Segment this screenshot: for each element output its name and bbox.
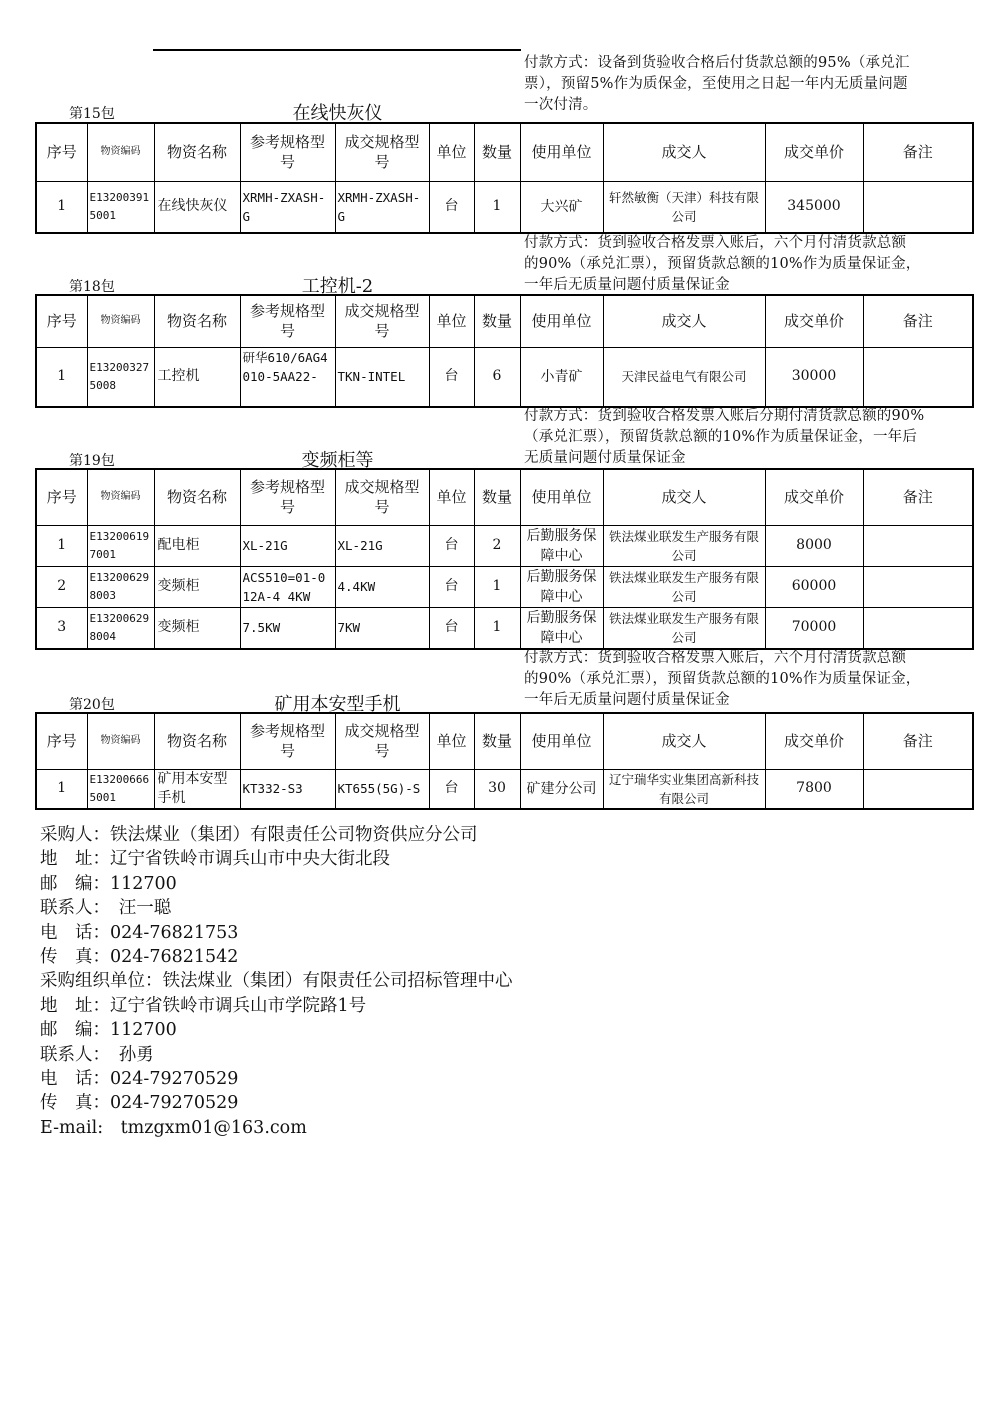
organizer-line: 采购组织单位：铁法煤业（集团）有限责任公司招标管理中心	[40, 971, 513, 992]
cell-no: 1	[36, 769, 87, 809]
cell-ref-spec: XL-21G	[240, 525, 335, 566]
header-ref-spec: 参考规格型号	[240, 295, 335, 347]
cell-name: 矿用本安型手机	[154, 769, 240, 809]
cell-qty: 1	[474, 566, 520, 607]
cell-no: 1	[36, 181, 87, 233]
header-price: 成交单价	[765, 713, 863, 769]
header-price: 成交单价	[765, 295, 863, 347]
cell-ref-spec: 7.5KW	[240, 607, 335, 649]
header-vendor: 成交人	[603, 713, 765, 769]
table-header	[36, 713, 973, 769]
header-deal-spec: 成交规格型号	[335, 295, 429, 347]
header-qty: 数量	[474, 713, 520, 769]
header-price: 成交单价	[765, 469, 863, 525]
purchaser-postcode: 邮 编：112700	[40, 873, 177, 894]
cell-deal-spec: 7KW	[335, 607, 429, 649]
header-name: 物资名称	[154, 469, 240, 525]
items-table	[35, 122, 974, 234]
header-user: 使用单位	[520, 295, 603, 347]
table-row	[36, 181, 973, 233]
cell-code: E132006298004	[87, 607, 154, 649]
header-remark: 备注	[863, 713, 973, 769]
organizer-postcode: 邮 编：112700	[40, 1020, 177, 1041]
cell-ref-spec: ACS510=01-012A-4 4KW	[240, 566, 335, 607]
cell-user: 小青矿	[520, 347, 603, 407]
cell-remark	[863, 566, 973, 607]
cell-remark	[863, 607, 973, 649]
cell-deal-spec: XRMH-ZXASH-G	[335, 181, 429, 233]
cell-name: 变频柜	[154, 566, 240, 607]
purchaser-fax: 传 真：024-76821542	[40, 947, 239, 968]
header-unit: 单位	[429, 295, 474, 347]
package-title: 在线快灰仪	[292, 103, 383, 124]
header-unit: 单位	[429, 123, 474, 181]
header-code: 物资编码	[87, 123, 154, 181]
cell-price: 345000	[765, 181, 863, 233]
header-ref-spec: 参考规格型号	[240, 713, 335, 769]
cell-deal-spec: XL-21G	[335, 525, 429, 566]
header-deal-spec: 成交规格型号	[335, 713, 429, 769]
cell-deal-spec: KT655(5G)-S	[335, 769, 429, 809]
table-header	[36, 295, 973, 347]
cell-vendor: 辽宁瑞华实业集团高新科技有限公司	[603, 769, 765, 809]
header-ref-spec: 参考规格型号	[240, 469, 335, 525]
header-no: 序号	[36, 295, 87, 347]
cell-code: E132006665001	[87, 769, 154, 809]
header-unit: 单位	[429, 713, 474, 769]
cell-deal-spec: TKN-INTEL	[335, 347, 429, 407]
cell-deal-spec: 4.4KW	[335, 566, 429, 607]
cell-qty: 1	[474, 181, 520, 233]
package-number: 第15包	[69, 106, 115, 122]
cell-ref-spec: 研华610/6AG4010-5AA22-	[240, 347, 335, 407]
items-table	[35, 468, 974, 650]
header-remark: 备注	[863, 469, 973, 525]
header-no: 序号	[36, 713, 87, 769]
cell-remark	[863, 769, 973, 809]
organizer-email[interactable]: E-mail: tmzgxm01@163.com	[40, 1117, 307, 1138]
cell-remark	[863, 181, 973, 233]
cell-price: 8000	[765, 525, 863, 566]
purchaser-line: 采购人：铁法煤业（集团）有限责任公司物资供应分公司	[40, 825, 478, 845]
table-row	[36, 566, 973, 607]
payment-terms: 付款方式：设备到货验收合格后付货款总额的95%（承兑汇 票），预留5%作为质保金，至使用之日起一年内无质量问题 一次付清。	[524, 55, 910, 113]
cell-qty: 30	[474, 769, 520, 809]
table-header	[36, 469, 973, 525]
cell-name: 变频柜	[154, 607, 240, 649]
header-user: 使用单位	[520, 713, 603, 769]
cell-price: 7800	[765, 769, 863, 809]
purchaser-address: 地 址：辽宁省铁岭市调兵山市中央大街北段	[40, 849, 390, 870]
items-table	[35, 294, 974, 408]
header-vendor: 成交人	[603, 469, 765, 525]
cell-vendor: 轩然敏衡（天津）科技有限公司	[603, 181, 765, 233]
cell-vendor: 铁法煤业联发生产服务有限公司	[603, 566, 765, 607]
header-price: 成交单价	[765, 123, 863, 181]
header-vendor: 成交人	[603, 295, 765, 347]
cell-no: 3	[36, 607, 87, 649]
table-row	[36, 525, 973, 566]
header-qty: 数量	[474, 295, 520, 347]
cell-qty: 1	[474, 607, 520, 649]
header-name: 物资名称	[154, 123, 240, 181]
cell-code: E132003915001	[87, 181, 154, 233]
package-title: 工控机-2	[301, 276, 374, 297]
cell-name: 在线快灰仪	[154, 181, 240, 233]
table-row	[36, 769, 973, 809]
cell-ref-spec: XRMH-ZXASH-G	[240, 181, 335, 233]
cell-user: 后勤服务保障中心	[520, 607, 603, 649]
header-no: 序号	[36, 469, 87, 525]
package-number: 第20包	[69, 697, 115, 713]
organizer-address: 地 址：辽宁省铁岭市调兵山市学院路1号	[40, 995, 367, 1016]
table-header	[36, 123, 973, 181]
header-user: 使用单位	[520, 123, 603, 181]
cell-no: 1	[36, 525, 87, 566]
header-name: 物资名称	[154, 713, 240, 769]
header-name: 物资名称	[154, 295, 240, 347]
header-qty: 数量	[474, 123, 520, 181]
cell-vendor: 天津民益电气有限公司	[603, 347, 765, 407]
cell-user: 后勤服务保障中心	[520, 525, 603, 566]
cell-code: E132006298003	[87, 566, 154, 607]
purchaser-contact: 联系人： 汪一聪	[40, 898, 172, 919]
header-qty: 数量	[474, 469, 520, 525]
header-unit: 单位	[429, 469, 474, 525]
payment-terms: 付款方式：货到验收合格发票入账后分期付清货款总额的90% （承兑汇票），预留货款总额的10%作为质量保证金，一年后 无质量问题付质量保证金	[524, 408, 925, 466]
header-no: 序号	[36, 123, 87, 181]
cell-qty: 6	[474, 347, 520, 407]
header-code: 物资编码	[87, 469, 154, 525]
package-number: 第18包	[69, 279, 115, 295]
cell-unit: 台	[429, 769, 474, 809]
cell-unit: 台	[429, 525, 474, 566]
header-deal-spec: 成交规格型号	[335, 123, 429, 181]
purchaser-phone: 电 话：024-76821753	[40, 922, 239, 943]
header-user: 使用单位	[520, 469, 603, 525]
cell-code: E132003275008	[87, 347, 154, 407]
organizer-phone: 电 话：024-79270529	[40, 1069, 239, 1090]
contact-info	[40, 823, 513, 1140]
cell-vendor: 铁法煤业联发生产服务有限公司	[603, 607, 765, 649]
organizer-fax: 传 真：024-79270529	[40, 1093, 239, 1114]
cell-price: 60000	[765, 566, 863, 607]
table-row	[36, 607, 973, 649]
cell-name: 工控机	[154, 347, 240, 407]
header-remark: 备注	[863, 295, 973, 347]
cell-remark	[863, 525, 973, 566]
cell-no: 2	[36, 566, 87, 607]
cell-remark	[863, 347, 973, 407]
package-title: 变频柜等	[301, 450, 374, 471]
cell-ref-spec: KT332-S3	[240, 769, 335, 809]
cell-unit: 台	[429, 347, 474, 407]
cell-name: 配电柜	[154, 525, 240, 566]
cell-user: 矿建分公司	[520, 769, 603, 809]
payment-terms: 付款方式：货到验收合格发票入账后，六个月付清货款总额 的90%（承兑汇票），预留货款总额的10%作为质量保证金， 一年后无质量问题付质量保证金	[524, 650, 921, 708]
cell-unit: 台	[429, 181, 474, 233]
organizer-contact: 联系人： 孙勇	[40, 1044, 154, 1065]
header-code: 物资编码	[87, 713, 154, 769]
cell-price: 70000	[765, 607, 863, 649]
table-row	[36, 347, 973, 407]
header-vendor: 成交人	[603, 123, 765, 181]
cell-qty: 2	[474, 525, 520, 566]
cell-user: 后勤服务保障中心	[520, 566, 603, 607]
header-code: 物资编码	[87, 295, 154, 347]
cell-no: 1	[36, 347, 87, 407]
cell-code: E132006197001	[87, 525, 154, 566]
payment-terms: 付款方式：货到验收合格发票入账后，六个月付清货款总额 的90%（承兑汇票），预留货款总额的10%作为质量保证金， 一年后无质量问题付质量保证金	[524, 235, 921, 293]
items-table	[35, 712, 974, 810]
package-number: 第19包	[69, 453, 115, 469]
package-title: 矿用本安型手机	[274, 694, 401, 715]
header-remark: 备注	[863, 123, 973, 181]
cell-user: 大兴矿	[520, 181, 603, 233]
top-rule	[153, 49, 521, 51]
header-ref-spec: 参考规格型号	[240, 123, 335, 181]
header-deal-spec: 成交规格型号	[335, 469, 429, 525]
cell-price: 30000	[765, 347, 863, 407]
cell-unit: 台	[429, 566, 474, 607]
cell-vendor: 铁法煤业联发生产服务有限公司	[603, 525, 765, 566]
cell-unit: 台	[429, 607, 474, 649]
